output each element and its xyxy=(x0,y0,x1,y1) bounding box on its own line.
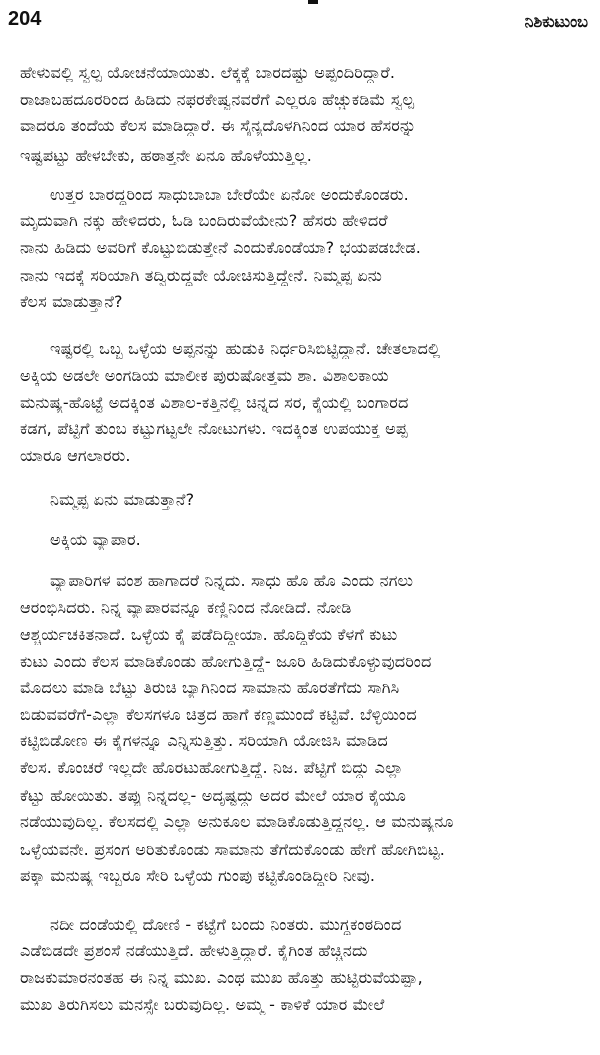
text-line: ನಾನು ಇದಕ್ಕೆ ಸರಿಯಾಗಿ ತದ್ವಿರುದ್ಧವೇ ಯೋಚಿಸುತ್ತಿದ್ದೇನೆ. ನಿಮ್ಮಪ್ಪ ಏನು xyxy=(20,266,382,285)
text-line: ಆಶ್ಚರ್ಯಚಕಿತನಾದೆ. ಒಳ್ಳೆಯ ಕೈ ಪಡೆದಿದ್ದೀಯಾ. ಹೊದ್ದಿಕೆಯ ಕೆಳಗೆ ಕುಟು xyxy=(20,625,398,644)
text-line: ಕೆಲಸ. ಕೊಂಚರೆ ಇಲ್ಲದೇ ಹೊರಟುಹೋಗುತ್ತಿದ್ದೆ. ನಿಜ. ಪೆಟ್ಟಿಗೆ ಬಿದ್ದು ಎಲ್ಲಾ xyxy=(20,758,404,777)
text-line: ನಡೆಯುವುದಿಲ್ಲ. ಕೆಲಸದಲ್ಲಿ ಎಲ್ಲಾ ಅನುಕೂಲ ಮಾಡಿಕೊಡುತ್ತಿದ್ದನಲ್ಲ. ಆ ಮನುಷ್ಯನೂ xyxy=(20,812,454,831)
text-line: ಆರಂಭಿಸಿದರು. ನಿನ್ನ ವ್ಯಾಪಾರವನ್ನೂ ಕಣ್ಣಿನಿಂದ ನೋಡಿದೆ. ನೋಡಿ xyxy=(20,598,352,617)
text-line: ಇಷ್ಟಪಟ್ಟು ಹೇಳಬೇಕು, ಹಠಾತ್ತನೇ ಏನೂ ಹೊಳೆಯುತ್ತಿಲ್ಲ. xyxy=(20,146,313,165)
text-line: ಅಕ್ಕಿಯ ಅಡಲೇ ಅಂಗಡಿಯ ಮಾಲೀಕ ಪುರುಷೋತ್ತಮ ಶಾ. ವಿಶಾಲಕಾಯ xyxy=(20,366,389,385)
text-line: ಕಡಗ, ಪೆಟ್ಟಿಗೆ ತುಂಬ ಕಟ್ಟುಗಟ್ಟಲೇ ನೋಟುಗಳು. ಇದಕ್ಕಿಂತ ಉಪಯುಕ್ತ ಅಪ್ಪ xyxy=(20,419,408,438)
text-line: ಮೃದುವಾಗಿ ನಕ್ಕು ಹೇಳಿದರು, ಓಡಿ ಬಂದಿರುವೆಯೇನು? ಹೆಸರು ಹೇಳಿದರೆ xyxy=(20,211,388,230)
top-edge-mark xyxy=(308,0,318,4)
text-line: ನಿಮ್ಮಪ್ಪ ಏನು ಮಾಡುತ್ತಾನೆ? xyxy=(50,490,195,509)
text-line: ಮೊದಲು ಮಾಡಿ ಬೆಟ್ಟು ತಿರುಚಿ ಬ್ಯಾಗಿನಿಂದ ಸಾಮಾನು ಹೊರತೆಗೆದು ಸಾಗಿಸಿ xyxy=(20,678,400,697)
text-line: ವ್ಯಾಪಾರಿಗಳ ವಂಶ ಹಾಗಾದರೆ ನಿನ್ನದು. ಸಾಧು ಹೊ ಹೊ ಎಂದು ನಗಲು xyxy=(50,571,414,590)
text-line: ವಾದರೂ ತಂದೆಯ ಕೆಲಸ ಮಾಡಿದ್ದಾರೆ. ಈ ಸೈನ್ಯದೊಳಗಿನಿಂದ ಯಾರ ಹೆಸರನ್ನು xyxy=(20,116,417,135)
text-line: ಕಟ್ಟಿಬಿಡೋಣ ಈ ಕೈಗಳನ್ನೂ ಎನ್ನಿಸುತ್ತಿತ್ತು. ಸರಿಯಾಗಿ ಯೋಜಿಸಿ ಮಾಡಿದ xyxy=(20,731,388,750)
text-line: ಎಡೆಬಿಡದೇ ಪ್ರಶಂಸೆ ನಡೆಯುತ್ತಿದೆ. ಹೇಳುತ್ತಿದ್ದಾರೆ. ಕೈಗಿಂತ ಹೆಚ್ಚಿನದು xyxy=(20,941,368,960)
text-line: ಮನುಷ್ಯ-ಹೊಟ್ಟೆ ಅದಕ್ಕಿಂತ ವಿಶಾಲ-ಕತ್ತಿನಲ್ಲಿ ಚಿನ್ನದ ಸರ, ಕೈಯಲ್ಲಿ ಬಂಗಾರದ xyxy=(20,393,409,412)
page-number: 204 xyxy=(8,8,42,30)
running-head: ನಿಶಿಕುಟುಂಬ xyxy=(524,12,588,31)
text-line: ಕೆಟ್ಟು ಹೋಯಿತು. ತಪ್ಪು ನಿನ್ನದಲ್ಲ- ಅದೃಷ್ಟದ್ದು ಅದರ ಮೇಲೆ ಯಾರ ಕೈಯೂ xyxy=(20,786,407,805)
text-line: ಬಿಡುವವರೆಗೆ-ಎಲ್ಲಾ ಕೆಲಸಗಳೂ ಚಿತ್ರದ ಹಾಗೆ ಕಣ್ಣಮುಂದೆ ಕಟ್ಟಿವೆ. ಬೆಳ್ಳಿಯಿಂದ xyxy=(20,705,417,724)
text-line: ಅಕ್ಕಿಯ ವ್ಯಾಪಾರ. xyxy=(50,530,141,549)
text-line: ಒಳ್ಳೆಯವನೇ. ಪ್ರಸಂಗ ಅರಿತುಕೊಂಡು ಸಾಮಾನು ತೆಗೆದುಕೊಂಡು ಹೇಗೆ ಹೋಗಿಬಿಟ್ಟ. xyxy=(20,840,446,859)
text-line: ರಾಜಕುಮಾರನಂತಹ ಈ ನಿನ್ನ ಮುಖ. ಎಂಥ ಮುಖ ಹೊತ್ತು ಹುಟ್ಟಿರುವೆಯಪ್ಪಾ, xyxy=(20,968,423,987)
text-line: ರಾಜಾಬಹದೂರರಿಂದ ಹಿಡಿದು ನಫರಕೇಷ್ವನವರೆಗೆ ಎಲ್ಲರೂ ಹೆಚ್ಚುಕಡಿಮೆ ಸ್ವಲ್ಪ xyxy=(20,90,415,109)
text-line: ಹೇಳುವಲ್ಲಿ ಸ್ವಲ್ಪ ಯೋಚನೆಯಾಯಿತು. ಲೆಕ್ಕಕ್ಕೆ ಬಾರದಷ್ಟು ಅಪ್ಪಂದಿರಿದ್ದಾರೆ. xyxy=(20,63,396,82)
text-line: ನಾನು ಹಿಡಿದು ಅವರಿಗೆ ಕೊಟ್ಟುಬಿಡುತ್ತೇನೆ ಎಂದುಕೊಂಡೆಯಾ? ಭಯಪಡಬೇಡ. xyxy=(20,238,422,257)
text-line: ಯಾರೂ ಆಗಲಾರರು. xyxy=(20,446,131,465)
text-line: ಮುಖ ತಿರುಗಿಸಲು ಮನಸ್ಸೇ ಬರುವುದಿಲ್ಲ. ಅಮ್ಮ - ಕಾಳಿಕೆ ಯಾರ ಮೇಲೆ xyxy=(20,995,385,1014)
text-line: ನದೀ ದಂಡೆಯಲ್ಲಿ ದೋಣಿ - ಕಟ್ಟೆಗೆ ಬಂದು ನಿಂತರು. ಮುಗ್ಧಕಂಠದಿಂದ xyxy=(50,915,402,934)
text-line: ಪಕ್ಕಾ ಮನುಷ್ಯ ಇಬ್ಬರೂ ಸೇರಿ ಒಳ್ಳೆಯ ಗುಂಪು ಕಟ್ಟಿಕೊಂಡಿದ್ದೀರಿ ನೀವು. xyxy=(20,866,376,885)
text-line: ಕೆಲಸ ಮಾಡುತ್ತಾನೆ? xyxy=(20,292,123,311)
text-line: ಉತ್ತರ ಬಾರದ್ದರಿಂದ ಸಾಧುಬಾಬಾ ಬೇರೆಯೇ ಏನೋ ಅಂದುಕೊಂಡರು. xyxy=(50,185,409,204)
text-line: ಇಷ್ಟರಲ್ಲಿ ಒಬ್ಬ ಒಳ್ಳೆಯ ಅಪ್ಪನನ್ನು ಹುಡುಕಿ ನಿರ್ಧರಿಸಿಬಿಟ್ಟಿದ್ದಾನೆ. ಚೇತಲಾದಲ್ಲಿ xyxy=(50,339,441,358)
text-line: ಕುಟು ಎಂದು ಕೆಲಸ ಮಾಡಿಕೊಂಡು ಹೋಗುತ್ತಿದ್ದೆ- ಜೂರಿ ಹಿಡಿದುಕೊಳ್ಳುವುದರಿಂದ xyxy=(20,652,432,671)
